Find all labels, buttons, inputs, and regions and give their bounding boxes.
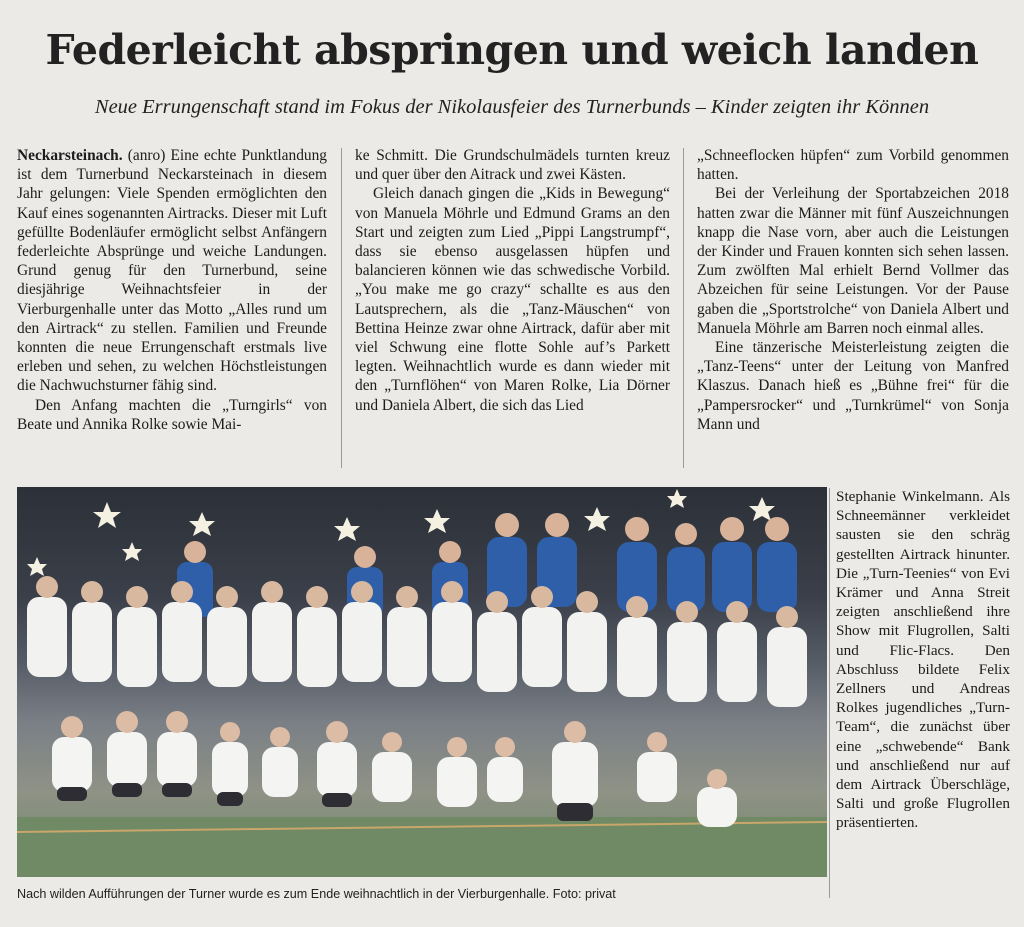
photo-illustration <box>17 487 827 877</box>
headline: Federleicht abspringen und weich landen <box>45 26 979 74</box>
dateline: Neckarsteinach. <box>17 147 123 164</box>
photo-caption: Nach wilden Aufführungen der Turner wurde es zum Ende weihnachtlich in der Vierburgenhalle. Foto: privat <box>17 887 616 901</box>
subheadline: Neue Errungenschaft stand im Fokus der Nikolausfeier des Turnerbunds – Kinder zeigten ihr Können <box>94 96 930 118</box>
column-rule <box>341 148 342 468</box>
paragraph: ke Schmitt. Die Grundschulmädels turnten kreuz und quer über den Aitrack und zwei Kästen. <box>355 147 670 184</box>
column-rule <box>683 148 684 468</box>
article-column-2 <box>355 146 670 415</box>
paragraph: Stephanie Winkelmann. Als Schneemänner verkleidet sausten sie den schräg gestellten Airtrack hinunter. Die „Turn-Teenies“ von Evi Krämer und Anna Streit zeigten anschließend ihre Show mit Flugrollen, Salti und Flic-Flacs. Den Abschluss bildete Felix Zellners und Andreas Rolkes jugendliches „Turn-Team“, die zunächst über eine „schwebende“ Bank und anschließend nur auf dem Airtrack Überschläge, Salti und große Flugrollen präsentierten. <box>836 488 1010 832</box>
paragraph-text: (anro) Eine echte Punktlandung ist dem Turnerbund Neckarsteinach in diesem Jahr gelungen: Viele Spenden ermöglichten den Kauf eines sogenannten Airtracks. Dieser mit Luft gefüllte Bodenläufer ermöglicht selbst Anfängern federleichte Absprünge und weiche Landungen. Grund genug für den Turnerbund, seine diesjährige Weihnachtsfeier in der Vierburgenhalle unter das Motto „Alles rund um den Airtrack“ zu stellen. Familien und Freunde konnten die neue Errungenschaft erstmals live erleben und sehen, zu welchen Höchstleistungen die Nachwuchsturner fähig sind. <box>17 147 327 395</box>
star-decorations <box>27 489 775 576</box>
paragraph: Bei der Verleihung der Sportabzeichen 2018 hatten zwar die Männer mit fünf Auszeichnungen knapp die Nase vorn, aber auch die Leistungen der Kinder und Frauen konnten sich sehen lassen. Zum zwölften Mal erhielt Bernd Vollmer das Abzeichen für seine Leistungen. Vor der Pause gaben die „Sportstrolche“ von Daniela Albert und Manuela Möhrle am Barren noch einmal alles. <box>697 185 1009 337</box>
group-photo <box>17 487 827 877</box>
article-column-3 <box>697 146 1009 434</box>
paragraph: Eine tänzerische Meisterleistung zeigten die „Tanz-Teens“ unter der Leitung von Manfred Klaszus. Danach hieß es „Bühne frei“ für die „Pampersrocker“ und „Turnkrümel“ von Sonja Mann und <box>697 339 1009 433</box>
paragraph <box>17 146 327 396</box>
paragraph: „Schneeflocken hüpfen“ zum Vorbild genommen hatten. <box>697 147 1009 184</box>
column-rule <box>829 488 830 898</box>
paragraph: Den Anfang machten die „Turngirls“ von Beate und Annika Rolke sowie Mai- <box>17 396 327 433</box>
article-column-3-continued <box>836 487 1010 833</box>
paragraph: Gleich danach gingen die „Kids in Bewegung“ von Manuela Möhrle und Edmund Grams an den Start und zeigten zum Lied „Pippi Langstrumpf“, dass sie ebenso ausgelassen hüpfen und balancieren können wie das schwedische Vorbild. „You make me go crazy“ schallte es aus den Lautsprechern, als die „Tanz-Mäuschen“ von Bettina Heinze zwar ohne Airtrack, dafür aber mit viel Schwung eine flotte Sohle auf’s Parkett legten. Weihnachtlich wurde es dann wieder mit den „Turnflöhen“ von Maren Rolke, Lia Dörner und Daniela Albert, die sich das Lied <box>355 185 670 414</box>
article-column-1 <box>17 146 327 434</box>
children-front-row <box>52 711 737 827</box>
